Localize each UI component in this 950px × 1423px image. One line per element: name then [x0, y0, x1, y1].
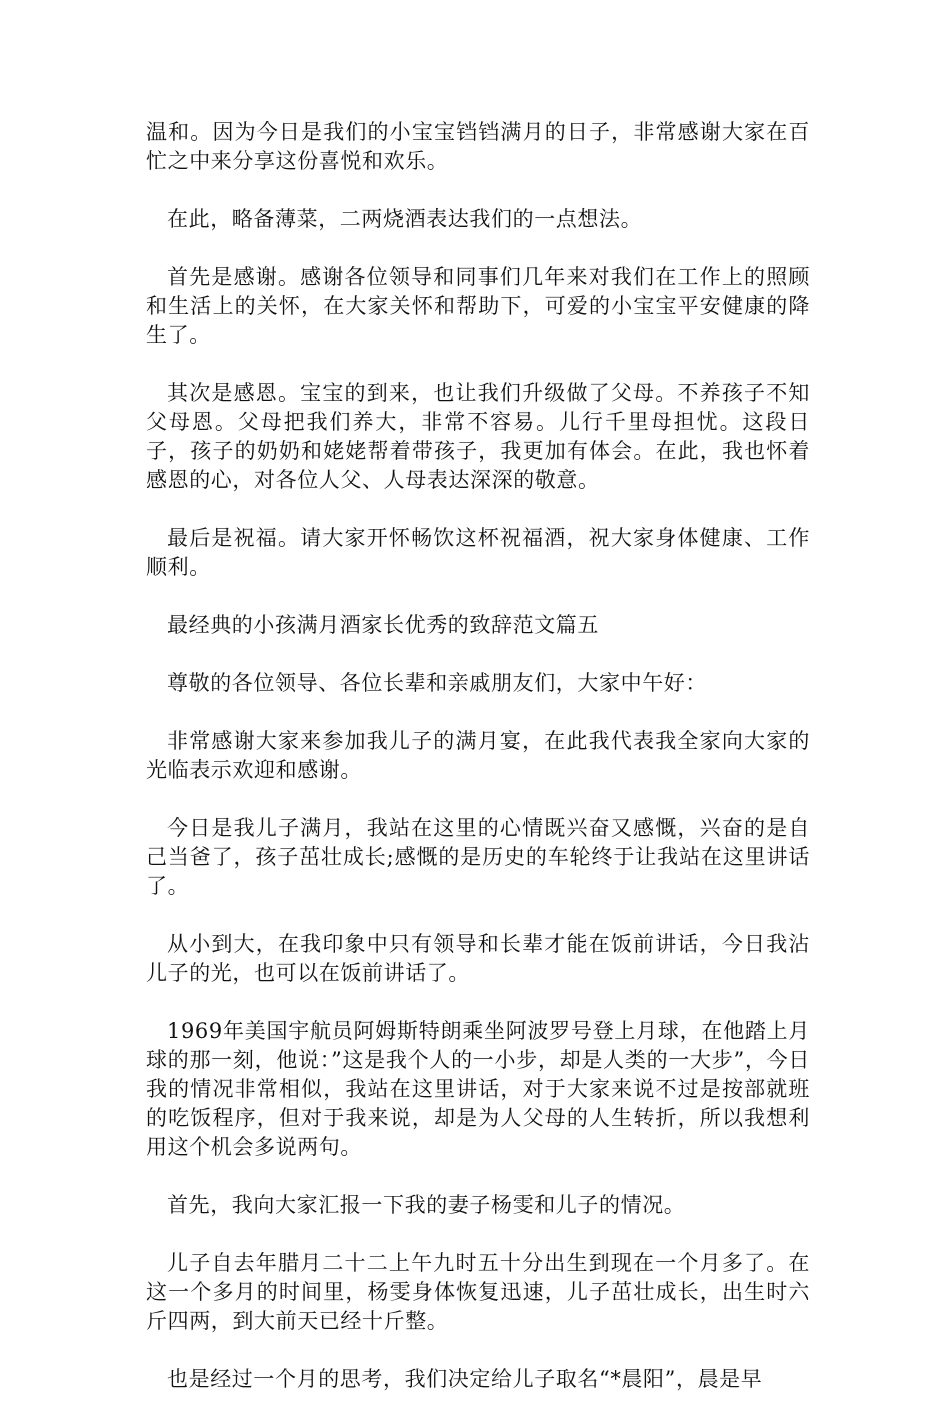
paragraph: 非常感谢大家来参加我儿子的满月宴，在此我代表我全家向大家的光临表示欢迎和感谢。	[146, 729, 810, 782]
paragraph: 今日是我儿子满月，我站在这里的心情既兴奋又感慨，兴奋的是自己当爸了，孩子茁壮成长;感慨的是历史的车轮终于让我站在这里讲话了。	[146, 816, 810, 898]
paragraph: 也是经过一个月的思考，我们决定给儿子取名“*晨阳”，晨是早	[167, 1367, 763, 1391]
document-body	[146, 118, 810, 1423]
paragraph: 在此，略备薄菜，二两烧酒表达我们的一点想法。	[167, 207, 643, 231]
paragraph: 其次是感恩。宝宝的到来，也让我们升级做了父母。不养孩子不知父母恩。父母把我们养大，非常不容易。儿行千里母担忧。这段日子，孩子的奶奶和姥姥帮着带孩子，我更加有体会。在此，我也怀着感恩的心，对各位人父、人母表达深深的敬意。	[146, 381, 810, 492]
paragraph: 从小到大，在我印象中只有领导和长辈才能在饭前讲话，今日我沾儿子的光，也可以在饭前讲话了。	[146, 932, 810, 985]
paragraph: 儿子自去年腊月二十二上午九时五十分出生到现在一个月多了。在这一个多月的时间里，杨雯身体恢复迅速，儿子茁壮成长，出生时六斤四两，到大前天已经十斤整。	[146, 1251, 810, 1333]
paragraph: 首先，我向大家汇报一下我的妻子杨雯和儿子的情况。	[167, 1193, 686, 1217]
paragraph: 最后是祝福。请大家开怀畅饮这杯祝福酒，祝大家身体健康、工作顺利。	[146, 526, 810, 579]
paragraph: 温和。因为今日是我们的小宝宝铛铛满月的日子，非常感谢大家在百忙之中来分享这份喜悦和欢乐。	[146, 120, 810, 173]
section-heading: 最经典的小孩满月酒家长优秀的致辞范文篇五	[167, 613, 599, 637]
paragraph: 1969年美国宇航员阿姆斯特朗乘坐阿波罗号登上月球，在他踏上月球的那一刻，他说：”这是我个人的一小步，却是人类的一大步”，今日我的情况非常相似，我站在这里讲话，对于大家来说不过是按部就班的吃饭程序，但对于我来说，却是为人父母的人生转折，所以我想利用这个机会多说两句。	[146, 1019, 810, 1159]
salutation: 尊敬的各位领导、各位长辈和亲戚朋友们，大家中午好：	[167, 671, 707, 695]
paragraph: 首先是感谢。感谢各位领导和同事们几年来对我们在工作上的照顾和生活上的关怀，在大家关怀和帮助下，可爱的小宝宝平安健康的降生了。	[146, 265, 810, 347]
